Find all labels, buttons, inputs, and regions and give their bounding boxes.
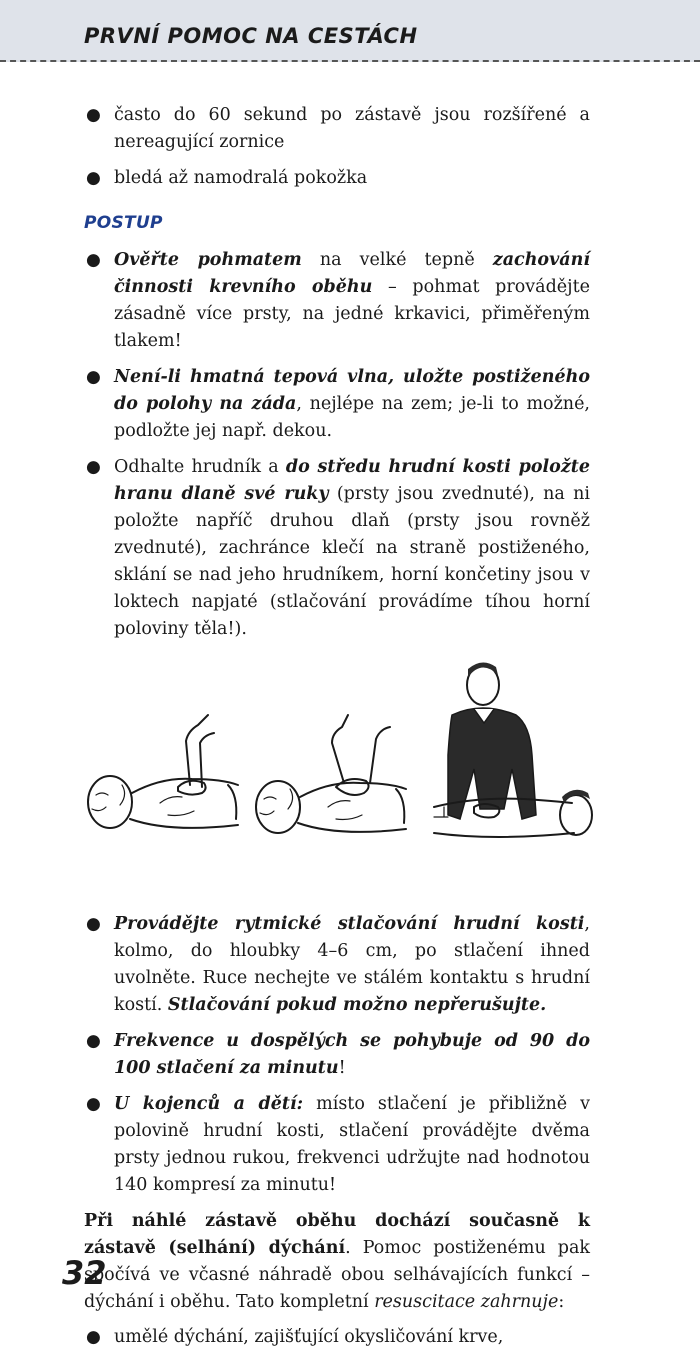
bullet-icon: ●: [86, 457, 101, 477]
bullet-icon: ●: [86, 1031, 101, 1051]
list-item: ● bledá až namodralá pokožka: [84, 165, 590, 192]
list-item: ● U kojenců a dětí: místo stlačení je přibližně v polovině hrudní kosti, stlačení provádějte dvěma prsty jednou rukou, frekvenci udržujte nad hodnotou 140 kompresí za minutu!: [84, 1091, 590, 1199]
list-item: ● Odhalte hrudník a do středu hrudní kosti položte hranu dlaně své ruky (prsty jsou zvednuté), na ni položte napříč druhou dlaň (prsty jsou rovněž zvednuté), zachránce klečí na straně postiženého, sklání se nad jeho hrudníkem, horní končetiny jsou v loktech napjaté (stlačování provádíme tíhou horní poloviny těla!).: [84, 454, 590, 643]
cpr-hand-placement-illustration: [78, 707, 248, 867]
page-header: [0, 0, 700, 62]
page-content: [84, 102, 590, 1360]
list-item: ● často do 60 sekund po zástavě jsou rozšířené a nereagující zornice: [84, 102, 590, 156]
bullet-icon: ●: [86, 1094, 101, 1114]
bullet-icon: ●: [86, 1327, 101, 1347]
cpr-illustrations: [78, 657, 598, 877]
list-item: ● Provádějte rytmické stlačování hrudní kosti, kolmo, do hloubky 4–6 cm, po stlačení ihned uvolněte. Ruce nechejte ve stálém kontaktu s hrudní kostí. Stlačování pokud možno nepřerušujte.: [84, 911, 590, 1019]
resuscitation-paragraph: Při náhlé zástavě oběhu dochází současně k zástavě (selhání) dýchání. Pomoc postiženému pak spočívá ve včasné náhradě obou selhávajících funkcí – dýchání i oběhu. Tato kompletní resuscitace zahrnuje:: [84, 1211, 590, 1312]
resuscitation-list: [84, 1324, 590, 1351]
cpr-rescuer-compression-illustration: [428, 657, 598, 867]
bullet-icon: ●: [86, 105, 101, 125]
compression-list: [84, 911, 590, 1199]
bullet-icon: ●: [86, 367, 101, 387]
cpr-interlocked-hands-illustration: [248, 707, 418, 867]
bullet-icon: ●: [86, 250, 101, 270]
list-item: ● Ověřte pohmatem na velké tepně zachování činnosti krevního oběhu – pohmat provádějte zásadně více prsty, na jedné krkavici, přiměřeným tlakem!: [84, 247, 590, 355]
bullet-icon: ●: [86, 168, 101, 188]
bullet-icon: ●: [86, 914, 101, 934]
list-item: ● Frekvence u dospělých se pohybuje od 90 do 100 stlačení za minutu!: [84, 1028, 590, 1082]
list-item: ● Není-li hmatná tepová vlna, uložte postiženého do polohy na záda, nejlépe na zem; je-li to možné, podložte jej např. dekou.: [84, 364, 590, 445]
intro-list: [84, 102, 590, 192]
section-heading-postup: POSTUP: [84, 213, 163, 233]
list-item: ● umělé dýchání, zajišťující okysličování krve,: [84, 1324, 590, 1351]
postup-list: [84, 247, 590, 643]
header-title: PRVNÍ POMOC NA CESTÁCH: [84, 24, 418, 48]
page-number: 32: [62, 1254, 107, 1292]
